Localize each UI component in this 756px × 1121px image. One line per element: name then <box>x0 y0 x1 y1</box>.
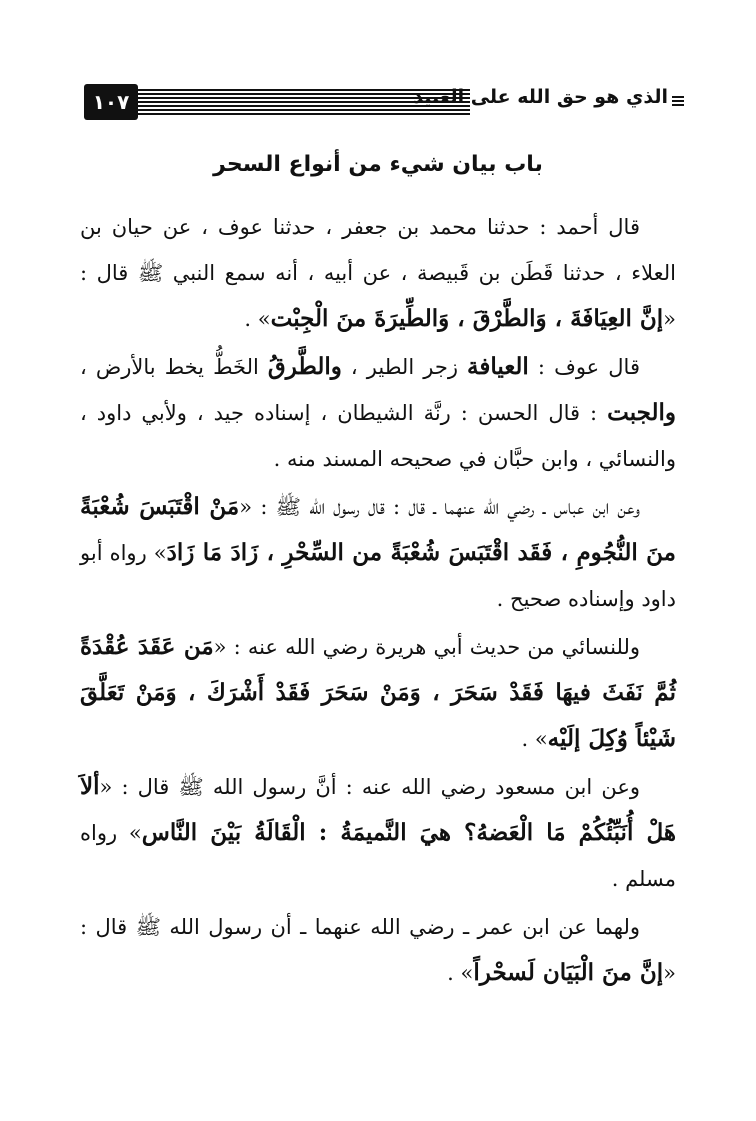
paragraph-text: » رواه مسلم . <box>80 821 676 891</box>
paragraph-text: : قال الحسن : رنَّة الشيطان ، إسناده جيد ، ولأبي داود ، والنسائي ، وابن حبَّان في صحيحه المسند منه . <box>80 401 676 471</box>
quoted-text: إنَّ منَ الْبَيَان لَسحْراً <box>473 959 664 986</box>
paragraph <box>80 344 676 482</box>
paragraph-text: وعن ابن مسعود رضي الله عنه : أنَّ رسول الله ﷺ قال : « <box>99 775 640 799</box>
chapter-title: باب بيان شيء من أنواع السحر <box>213 152 543 177</box>
paragraph <box>80 484 676 622</box>
paragraph-text: زجر الطير ، <box>341 355 468 379</box>
header-ornament <box>672 96 684 106</box>
quoted-text: إنَّ العِيَافَةَ ، وَالطَّرْقَ ، وَالطِّيرَةَ منَ الْجِبْت <box>270 305 664 332</box>
paragraph <box>80 904 676 996</box>
quoted-text: والجبت <box>607 399 676 426</box>
paragraph <box>80 204 676 342</box>
quoted-text: مَن عَقَدَ عُقْدَةً ثُمَّ نَفَثَ فيهَا فَقَدْ سَحَرَ ، وَمَنْ سَحَرَ فَقَدْ أَشْرَكَ ، وَمَنْ تَعَلَّقَ شَيْئاً وُكِلَ إلَيْه <box>80 633 676 752</box>
page-number: ١٠٧ <box>84 84 138 120</box>
paragraph-text: قال أحمد : حدثنا محمد بن جعفر ، حدثنا عوف ، عن حيان بن العلاء ، حدثنا قَطَن بن قَبيصة ، عن أبيه ، أنه سمع النبي ﷺ قال : « <box>80 215 676 331</box>
paragraph-text: وللنسائي من حديث أبي هريرة رضي الله عنه : « <box>213 635 640 659</box>
paragraph-text: ولهما عن ابن عمر ـ رضي الله عنهما ـ أن رسول الله ﷺ قال : « <box>80 915 676 985</box>
running-title: الذي هو حق الله على العبيد <box>413 86 668 108</box>
paragraph <box>80 624 676 762</box>
paragraph-text: » . <box>521 727 548 751</box>
quoted-text: ألاَ هَلْ أُنَبِّئُكُمْ مَا الْعَضهُ؟ هيَ النَّميمَةُ : الْقَالَةُ بَيْنَ النَّاس <box>80 773 676 846</box>
quoted-text: والطَّرقُ <box>267 353 342 380</box>
quoted-text: مَنْ اقْتَبَسَ شُعْبَةً منَ النُّجُومِ ، فَقَد اقْتَبَسَ شُعْبَةً من السِّحْرِ ، زَادَ مَا زَادَ <box>80 493 676 566</box>
body-text <box>80 204 676 998</box>
paragraph-text: الخَطُّ يخط بالأرض ، <box>80 355 268 379</box>
page-header <box>84 84 684 126</box>
paragraph-text: » . <box>447 961 474 985</box>
quoted-text: العيافة <box>467 353 529 380</box>
paragraph-text: قال عوف : <box>528 355 640 379</box>
paragraph-text: وعن ابن عباس ـ رضي الله عنهما ـ قال : قال رسول الله ﷺ : « <box>239 495 640 519</box>
paragraph-text: » رواه أبو داود وإسناده صحيح . <box>80 541 676 611</box>
paragraph <box>80 764 676 902</box>
paragraph-text: » . <box>244 307 271 331</box>
